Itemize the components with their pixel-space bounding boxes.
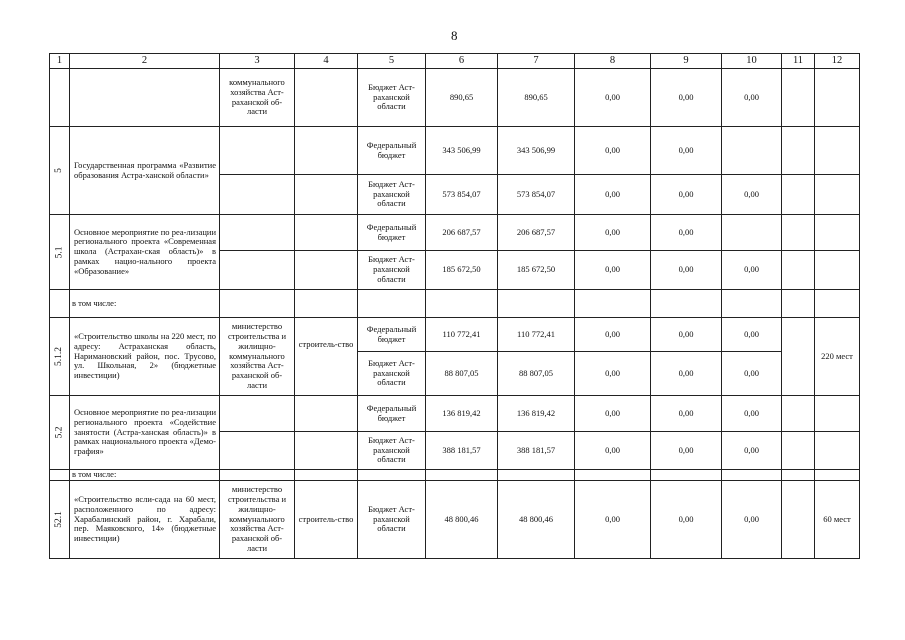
value-cell: 0,00: [722, 175, 782, 215]
code-cell: 5.2: [50, 396, 70, 470]
table-row: [50, 470, 860, 481]
table-row: [50, 481, 860, 559]
col-header: 3: [220, 54, 295, 69]
code-cell: 52.1: [50, 481, 70, 559]
value-cell: 0,00: [651, 215, 722, 251]
value-cell: 0,00: [651, 432, 722, 470]
value-cell: 0,00: [575, 69, 651, 127]
value-cell: 0,00: [575, 215, 651, 251]
source-cell: Бюджет Аст-раханской области: [358, 251, 426, 290]
value-cell: 0,00: [722, 481, 782, 559]
executor-cell: министерство строительства и жилищно-коммунального хозяйства Аст-раханской об-ласти: [220, 481, 295, 559]
empty-cell: [782, 251, 815, 290]
value-cell: 206 687,57: [426, 215, 498, 251]
value-cell: 0,00: [651, 352, 722, 396]
value-cell: 136 819,42: [498, 396, 575, 432]
empty-cell: [815, 127, 860, 175]
value-cell: 0,00: [651, 127, 722, 175]
empty-cell: [815, 251, 860, 290]
including-label: в том числе:: [70, 290, 220, 318]
code-cell: 5: [50, 127, 70, 215]
code-cell: [50, 69, 70, 127]
col-header: 10: [722, 54, 782, 69]
empty-cell: [815, 432, 860, 470]
value-cell: 0,00: [575, 481, 651, 559]
code-cell: 5.1: [50, 215, 70, 290]
col-header: 4: [295, 54, 358, 69]
type-cell: [295, 251, 358, 290]
col-header: 7: [498, 54, 575, 69]
empty-cell: [295, 470, 358, 481]
empty-cell: [426, 470, 498, 481]
value-cell: 0,00: [722, 432, 782, 470]
value-cell: 185 672,50: [498, 251, 575, 290]
table-row: [50, 290, 860, 318]
empty-cell: [575, 290, 651, 318]
value-cell: 0,00: [651, 69, 722, 127]
type-cell: [295, 432, 358, 470]
empty-cell: [782, 432, 815, 470]
empty-cell: [782, 127, 815, 175]
value-cell: 0,00: [722, 69, 782, 127]
value-cell: 0,00: [575, 127, 651, 175]
value-cell: 0,00: [575, 396, 651, 432]
value-cell: 0,00: [651, 318, 722, 352]
empty-cell: [815, 396, 860, 432]
empty-cell: [782, 69, 815, 127]
value-cell: 0,00: [651, 175, 722, 215]
type-cell: [295, 215, 358, 251]
type-cell: [295, 127, 358, 175]
executor-cell: [220, 215, 295, 251]
empty-cell: [575, 470, 651, 481]
value-cell: 0,00: [651, 481, 722, 559]
value-cell: 890,65: [426, 69, 498, 127]
empty-cell: [498, 290, 575, 318]
value-cell: 88 807,05: [498, 352, 575, 396]
empty-cell: [782, 470, 815, 481]
source-cell: Бюджет Аст-раханской области: [358, 69, 426, 127]
empty-cell: [782, 396, 815, 432]
value-cell: 185 672,50: [426, 251, 498, 290]
empty-cell: [358, 290, 426, 318]
empty-cell: [815, 175, 860, 215]
page-number: 8: [451, 28, 458, 43]
empty-cell: [782, 175, 815, 215]
empty-cell: [815, 470, 860, 481]
executor-cell: [220, 396, 295, 432]
name-cell: «Строительство школы на 220 мест, по адресу: Астраханская область, Наримановский район, пос. Трусово, ул. Школьная, 2» (бюджетные инвестиции): [70, 318, 220, 396]
empty-cell: [782, 290, 815, 318]
value-cell: 88 807,05: [426, 352, 498, 396]
type-cell: строитель-ство: [295, 318, 358, 396]
col-header: 8: [575, 54, 651, 69]
name-cell: Основное мероприятие по реа-лизации регионального проекта «Современная школа (Астрахан-ская область)» в рамках нацио-нального проекта «Образование»: [70, 215, 220, 290]
value-cell: 0,00: [575, 318, 651, 352]
value-cell: 0,00: [575, 251, 651, 290]
empty-cell: [815, 215, 860, 251]
value-cell: 573 854,07: [498, 175, 575, 215]
col-header: 6: [426, 54, 498, 69]
type-cell: [295, 396, 358, 432]
empty-cell: [426, 290, 498, 318]
value-cell: 48 800,46: [426, 481, 498, 559]
executor-cell: коммунального хозяйства Аст-раханской об-ласти: [220, 69, 295, 127]
table-row: [50, 396, 860, 432]
value-cell: 0,00: [575, 352, 651, 396]
name-cell: Государственная программа «Развитие образования Астра-ханской области»: [70, 127, 220, 215]
empty-cell: [815, 290, 860, 318]
name-cell: Основное мероприятие по реа-лизации регионального проекта «Содействие занятости (Астра-ханская область)» в рамках национального проекта «Демо-графия»: [70, 396, 220, 470]
empty-cell: [782, 215, 815, 251]
empty-cell: [722, 127, 782, 175]
table-row: [50, 318, 860, 352]
value-cell: 0,00: [722, 396, 782, 432]
col-header: 5: [358, 54, 426, 69]
value-cell: 206 687,57: [498, 215, 575, 251]
empty-cell: [50, 290, 70, 318]
empty-cell: [722, 470, 782, 481]
value-cell: 0,00: [651, 251, 722, 290]
value-cell: 0,00: [575, 175, 651, 215]
executor-cell: министерство строительства и жилищно-коммунального хозяйства Аст-раханской об-ласти: [220, 318, 295, 396]
col-header: 11: [782, 54, 815, 69]
executor-cell: [220, 175, 295, 215]
source-cell: Бюджет Аст-раханской области: [358, 175, 426, 215]
table-row: [50, 215, 860, 251]
including-label: в том числе:: [70, 470, 220, 481]
empty-cell: [815, 69, 860, 127]
empty-cell: [782, 318, 815, 396]
table-row: [50, 127, 860, 175]
source-cell: Федеральный бюджет: [358, 396, 426, 432]
value-cell: 343 506,99: [426, 127, 498, 175]
table-row: [50, 69, 860, 127]
name-cell: [70, 69, 220, 127]
value-cell: 0,00: [722, 318, 782, 352]
value-cell: 0,00: [575, 432, 651, 470]
type-cell: [295, 69, 358, 127]
empty-cell: [722, 215, 782, 251]
empty-cell: [220, 470, 295, 481]
source-cell: Бюджет Аст-раханской области: [358, 432, 426, 470]
empty-cell: [220, 290, 295, 318]
col-header: 12: [815, 54, 860, 69]
empty-cell: [651, 470, 722, 481]
col-header: 2: [70, 54, 220, 69]
value-cell: 110 772,41: [498, 318, 575, 352]
source-cell: Федеральный бюджет: [358, 215, 426, 251]
result-cell: 220 мест: [815, 318, 860, 396]
col-header: 9: [651, 54, 722, 69]
value-cell: 0,00: [722, 251, 782, 290]
empty-cell: [782, 481, 815, 559]
empty-cell: [722, 290, 782, 318]
budget-table: [49, 53, 860, 559]
source-cell: Федеральный бюджет: [358, 127, 426, 175]
value-cell: 890,65: [498, 69, 575, 127]
value-cell: 0,00: [722, 352, 782, 396]
source-cell: Бюджет Аст-раханской области: [358, 481, 426, 559]
name-cell: «Строительство ясли-сада на 60 мест, расположенного по адресу: Харабалинский район, г. Харабали, пер. Маяковского, 14» (бюджетные инвестиции): [70, 481, 220, 559]
value-cell: 110 772,41: [426, 318, 498, 352]
empty-cell: [295, 290, 358, 318]
source-cell: Бюджет Аст-раханской области: [358, 352, 426, 396]
value-cell: 0,00: [651, 396, 722, 432]
executor-cell: [220, 432, 295, 470]
empty-cell: [651, 290, 722, 318]
value-cell: 388 181,57: [498, 432, 575, 470]
value-cell: 573 854,07: [426, 175, 498, 215]
header-row: [50, 54, 860, 69]
empty-cell: [50, 470, 70, 481]
type-cell: [295, 175, 358, 215]
value-cell: 48 800,46: [498, 481, 575, 559]
code-cell: 5.1.2: [50, 318, 70, 396]
type-cell: строитель-ство: [295, 481, 358, 559]
value-cell: 136 819,42: [426, 396, 498, 432]
result-cell: 60 мест: [815, 481, 860, 559]
value-cell: 343 506,99: [498, 127, 575, 175]
empty-cell: [498, 470, 575, 481]
source-cell: Федеральный бюджет: [358, 318, 426, 352]
value-cell: 388 181,57: [426, 432, 498, 470]
executor-cell: [220, 251, 295, 290]
executor-cell: [220, 127, 295, 175]
empty-cell: [358, 470, 426, 481]
col-header: 1: [50, 54, 70, 69]
